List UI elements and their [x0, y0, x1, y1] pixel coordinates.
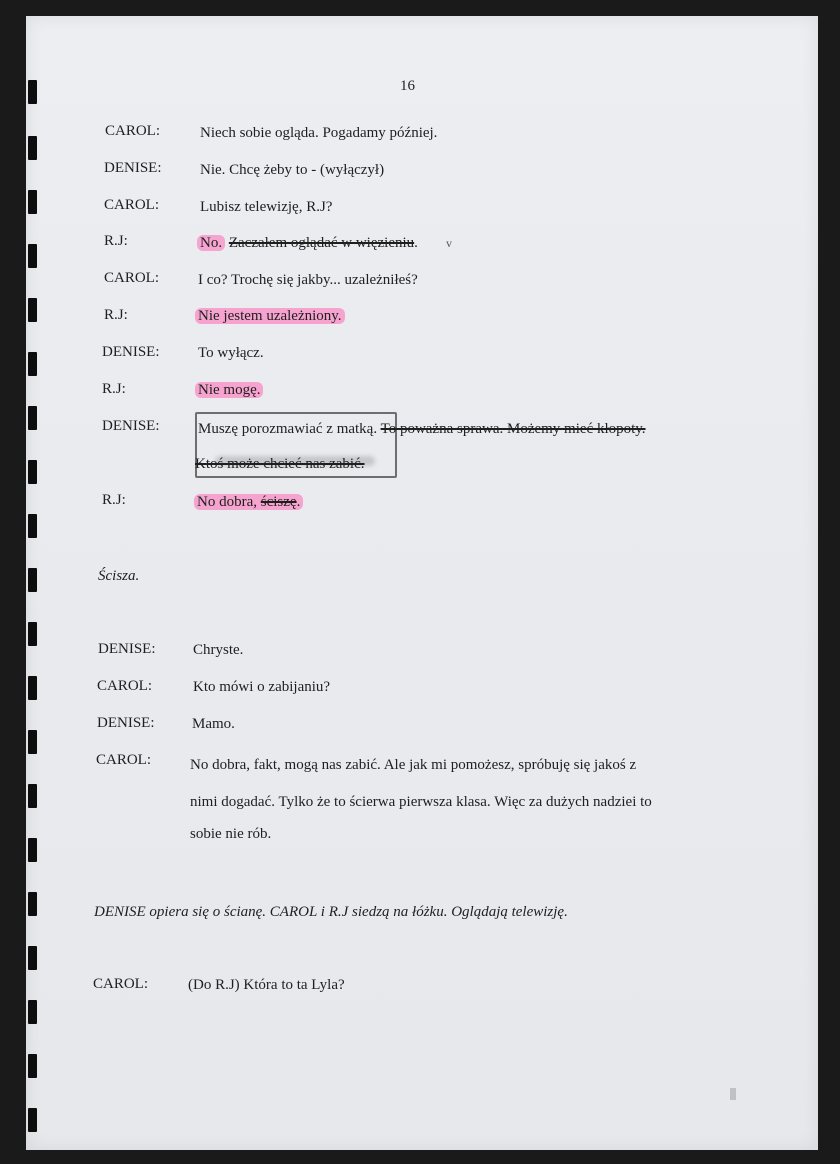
binding-hole [28, 514, 37, 538]
line-end: . [414, 235, 418, 251]
binding-hole [28, 80, 37, 104]
dialogue-line: To wyłącz. [198, 345, 264, 361]
dialogue-line: I co? Trochę się jakby... uzależniłeś? [198, 272, 418, 288]
dialogue-line-continuation: Ktoś może chcieć nas zabić. [195, 456, 365, 472]
dialogue-line: Chryste. [193, 642, 244, 658]
speaker-label: CAROL: [105, 123, 161, 139]
binding-hole [28, 1054, 37, 1078]
binding-hole [28, 946, 37, 970]
speaker-label: R.J: [104, 307, 128, 323]
binding-hole [28, 676, 37, 700]
speaker-label: CAROL: [93, 976, 149, 992]
speaker-label: DENISE: [104, 160, 162, 176]
speaker-label: R.J: [102, 492, 126, 508]
dialogue-line: Niech sobie ogląda. Pogadamy później. [200, 125, 438, 141]
dialogue-line-continuation: nimi dogadać. Tylko że to ścierwa pierwsza klasa. Więc za dużych nadziei to [190, 794, 652, 810]
dialogue-line: No dobra, fakt, mogą nas zabić. Ale jak mi pomożesz, spróbuję się jakoś z [190, 757, 637, 773]
check-mark: v [446, 236, 452, 250]
highlighted-text [194, 494, 303, 510]
dialogue-line [198, 421, 646, 438]
binding-hole [28, 136, 37, 160]
page-number: 16 [400, 78, 415, 94]
speaker-label: DENISE: [102, 344, 160, 360]
speaker-label: CAROL: [104, 197, 160, 213]
binding-hole [28, 244, 37, 268]
binding-hole [28, 784, 37, 808]
binding-hole [28, 568, 37, 592]
speaker-label: CAROL: [104, 270, 160, 286]
binding-hole [28, 892, 37, 916]
scan-mark [730, 1088, 736, 1100]
dialogue-line [195, 382, 263, 399]
dialogue-line [197, 235, 418, 252]
highlighted-part: No dobra, [197, 494, 257, 510]
binding-hole [28, 838, 37, 862]
binding-hole [28, 460, 37, 484]
speaker-label: R.J: [102, 381, 126, 397]
binding-hole [28, 352, 37, 376]
binding-hole [28, 190, 37, 214]
speaker-label: CAROL: [96, 752, 152, 768]
kept-text: Muszę porozmawiać z matką. [198, 421, 378, 437]
dialogue-line: Lubisz telewizję, R.J? [200, 199, 333, 215]
highlighted-text: No. [197, 235, 225, 251]
speaker-label: DENISE: [97, 715, 155, 731]
stage-direction: Ścisza. [98, 568, 140, 584]
dialogue-line [195, 308, 345, 325]
binding-hole [28, 1108, 37, 1132]
dialogue-line [194, 494, 303, 511]
struck-text: To poważna sprawa. Możemy mieć kłopoty. [380, 421, 646, 437]
binding-hole [28, 298, 37, 322]
dialogue-line-continuation: sobie nie rób. [190, 826, 272, 842]
highlighted-text: Nie jestem uzależniony. [195, 308, 345, 324]
dialogue-line: Kto mówi o zabijaniu? [193, 679, 331, 695]
dialogue-line: Mamo. [192, 716, 235, 732]
binding-hole [28, 1000, 37, 1024]
highlighted-text: Nie mogę. [195, 382, 263, 398]
binding-hole [28, 730, 37, 754]
dialogue-line: Nie. Chcę żeby to - (wyłączył) [200, 162, 385, 178]
binding-hole [28, 406, 37, 430]
speaker-label: R.J: [104, 233, 128, 249]
struck-highlighted-part: ściszę [260, 494, 297, 510]
speaker-label: DENISE: [102, 418, 160, 434]
binding-hole [28, 622, 37, 646]
speaker-label: DENISE: [98, 641, 156, 657]
stage-direction: DENISE opiera się o ścianę. CAROL i R.J siedzą na łóżku. Oglądają telewizję. [94, 904, 568, 920]
dialogue-line: (Do R.J) Która to ta Lyla? [188, 977, 345, 993]
speaker-label: CAROL: [97, 678, 153, 694]
struck-text: Zaczałem oglądać w więzieniu [228, 235, 415, 251]
line-end: . [296, 494, 301, 510]
